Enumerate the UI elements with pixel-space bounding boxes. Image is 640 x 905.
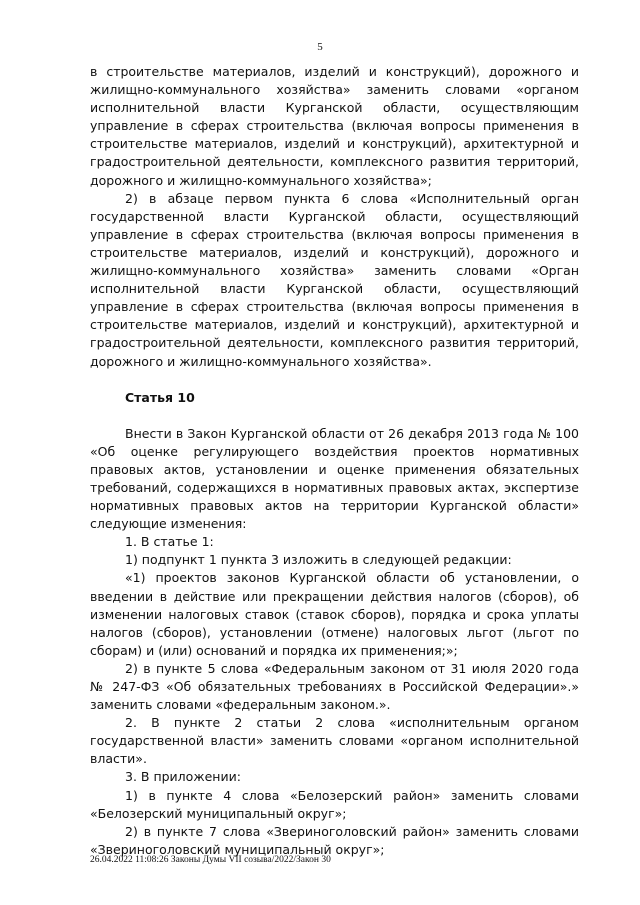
article-heading: Статья 10 — [125, 389, 195, 405]
paragraph: 1. В статье 1: — [125, 534, 214, 550]
paragraph: 2) в пункте 7 слова «Звериноголовский район» заменить словами «Звериноголовский муниципальный округ»; — [90, 823, 579, 857]
paragraph: Внести в Закон Курганской области от 26 декабря 2013 года № 100 «Об оценке регулирующего воздействия проектов нормативных правовых актов, установлении и оценке применения обязательных требований, содержащихся в нормативных правовых актах, экспертизе нормативных правовых актов на территории Курганской области» следующие изменения: — [90, 425, 579, 532]
document-body — [90, 63, 579, 859]
paragraph: 3. В приложении: — [125, 769, 241, 785]
paragraph: 1) в пункте 4 слова «Белозерский район» заменить словами «Белозерский муниципальный округ»; — [90, 787, 579, 821]
paragraph: 2) в пункте 5 слова «Федеральным законом от 31 июля 2020 года № 247-ФЗ «Об обязательных требованиях в Российской Федерации».» заменить словами «федеральным законом.». — [90, 660, 579, 713]
paragraph: в строительстве материалов, изделий и конструкций), дорожного и жилищно-коммунального хозяйства» заменить словами «органом исполнительной власти Курганской области, осуществляющим управление в сферах строительства (включая вопросы применения в строительстве материалов, изделий и конструкций), архитектурной и градостроительной деятельности, комплексного развития территорий, дорожного и жилищно-коммунального хозяйства»; — [90, 64, 579, 188]
paragraph: «1) проектов законов Курганской области об установлении, о введении в действие или прекращении действия налогов (сборов), об изменении налоговых ставок (ставок сборов), порядка и срока уплаты налогов (сборов), установлении (отмене) налоговых льгот (льгот по сборам) и (или) оснований и порядка их применения;»; — [90, 570, 579, 658]
page-number: 5 — [317, 41, 323, 53]
paragraph: 1) подпункт 1 пункта 3 изложить в следующей редакции: — [125, 552, 512, 568]
paragraph: 2) в абзаце первом пункта 6 слова «Исполнительный орган государственной власти Курганской области, осуществляющий управление в сферах строительства (включая вопросы применения в строительстве материалов, изделий и конструкций), дорожного и жилищно-коммунального хозяйства» заменить словами «Орган исполнительной власти Курганской области, осуществляющий управление в сферах строительства (включая вопросы применения в строительстве материалов, изделий и конструкций), архитектурной и градостроительной деятельности, комплексного развития территорий, дорожного и жилищно-коммунального хозяйства». — [90, 190, 579, 369]
document-footer: 26.04.2022 11:08:26 Законы Думы VII созыва/2022/Закон 30 — [90, 855, 331, 865]
paragraph: 2. В пункте 2 статьи 2 слова «исполнительным органом государственной власти» заменить словами «органом исполнительной власти». — [90, 715, 579, 767]
